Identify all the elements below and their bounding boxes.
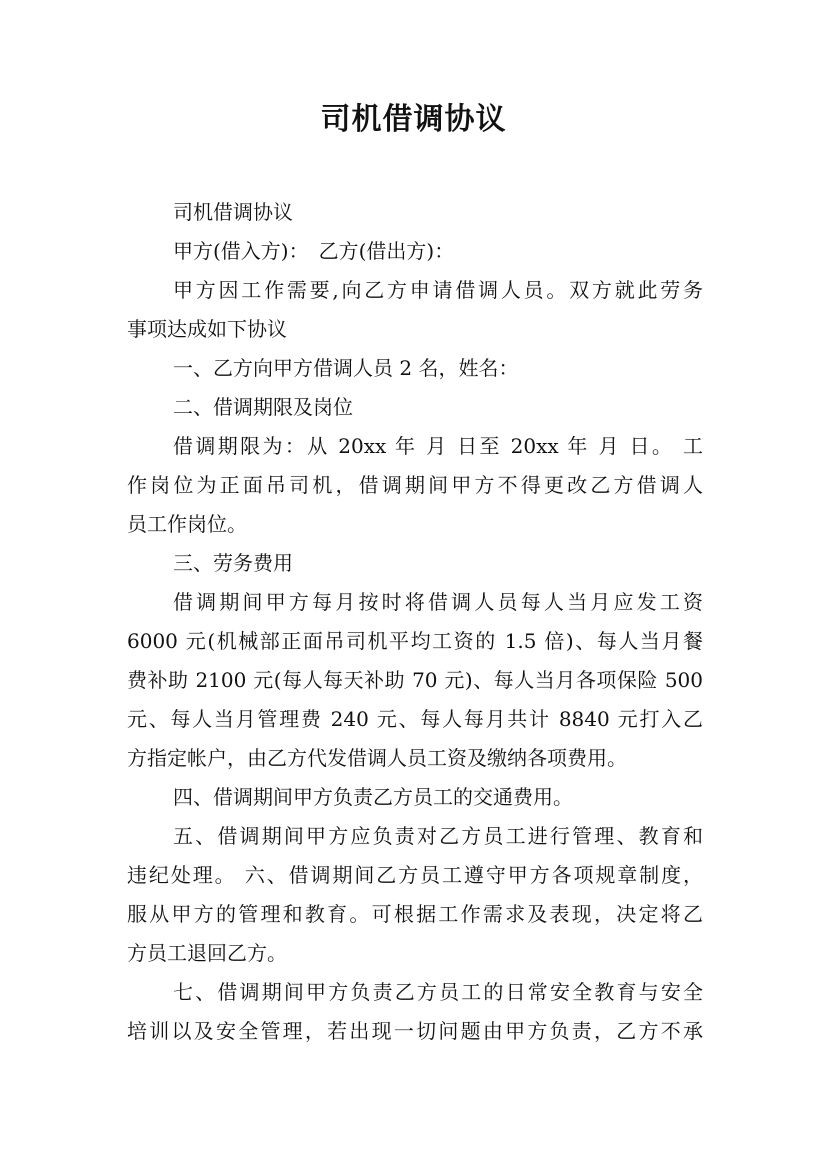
body-line-1: 司机借调协议 [173, 200, 293, 224]
document-title: 司机借调协议 [320, 102, 507, 137]
body-line-6: 二、借调期限及岗位 [173, 395, 353, 419]
body-line-15: 方指定帐户，由乙方代发借调人员工资及缴纳各项费用。 [127, 746, 627, 770]
body-line-2: 甲方(借入方)： 乙方(借出方)： [173, 239, 455, 263]
body-line-17: 五、借调期间甲方应负责对乙方员工进行管理、教育和 [173, 824, 703, 848]
body-line-12: 6000 元(机械部正面吊司机平均工资的 1.5 倍)、每人当月餐 [127, 629, 703, 653]
body-line-4: 事项达成如下协议 [127, 317, 287, 341]
body-line-11: 借调期间甲方每月按时将借调人员每人当月应发工资 [173, 590, 703, 614]
body-line-14: 元、每人当月管理费 240 元、每人每月共计 8840 元打入乙 [127, 707, 703, 731]
body-line-20: 方员工退回乙方。 [127, 941, 287, 965]
body-line-16: 四、借调期间甲方负责乙方员工的交通费用。 [173, 785, 573, 809]
body-line-7: 借调期限为：从 20xx 年 月 日至 20xx 年 月 日。 工 [173, 434, 703, 458]
body-line-22: 培训以及安全管理，若出现一切问题由甲方负责，乙方不承 [127, 1019, 703, 1043]
body-line-19: 服从甲方的管理和教育。可根据工作需求及表现，决定将乙 [127, 902, 703, 926]
body-line-8: 作岗位为正面吊司机，借调期间甲方不得更改乙方借调人 [127, 473, 703, 497]
body-line-10: 三、劳务费用 [173, 551, 293, 575]
body-line-21: 七、借调期间甲方负责乙方员工的日常安全教育与安全 [173, 980, 703, 1004]
body-line-18: 违纪处理。 六、借调期间乙方员工遵守甲方各项规章制度， [127, 863, 703, 887]
body-line-5: 一、乙方向甲方借调人员 2 名，姓名： [173, 356, 519, 380]
body-line-9: 员工作岗位。 [127, 512, 247, 536]
document-body [127, 193, 703, 1051]
body-line-3: 甲方因工作需要,向乙方申请借调人员。双方就此劳务 [173, 278, 703, 302]
body-line-13: 费补助 2100 元(每人每天补助 70 元)、每人当月各项保险 500 [127, 668, 703, 692]
